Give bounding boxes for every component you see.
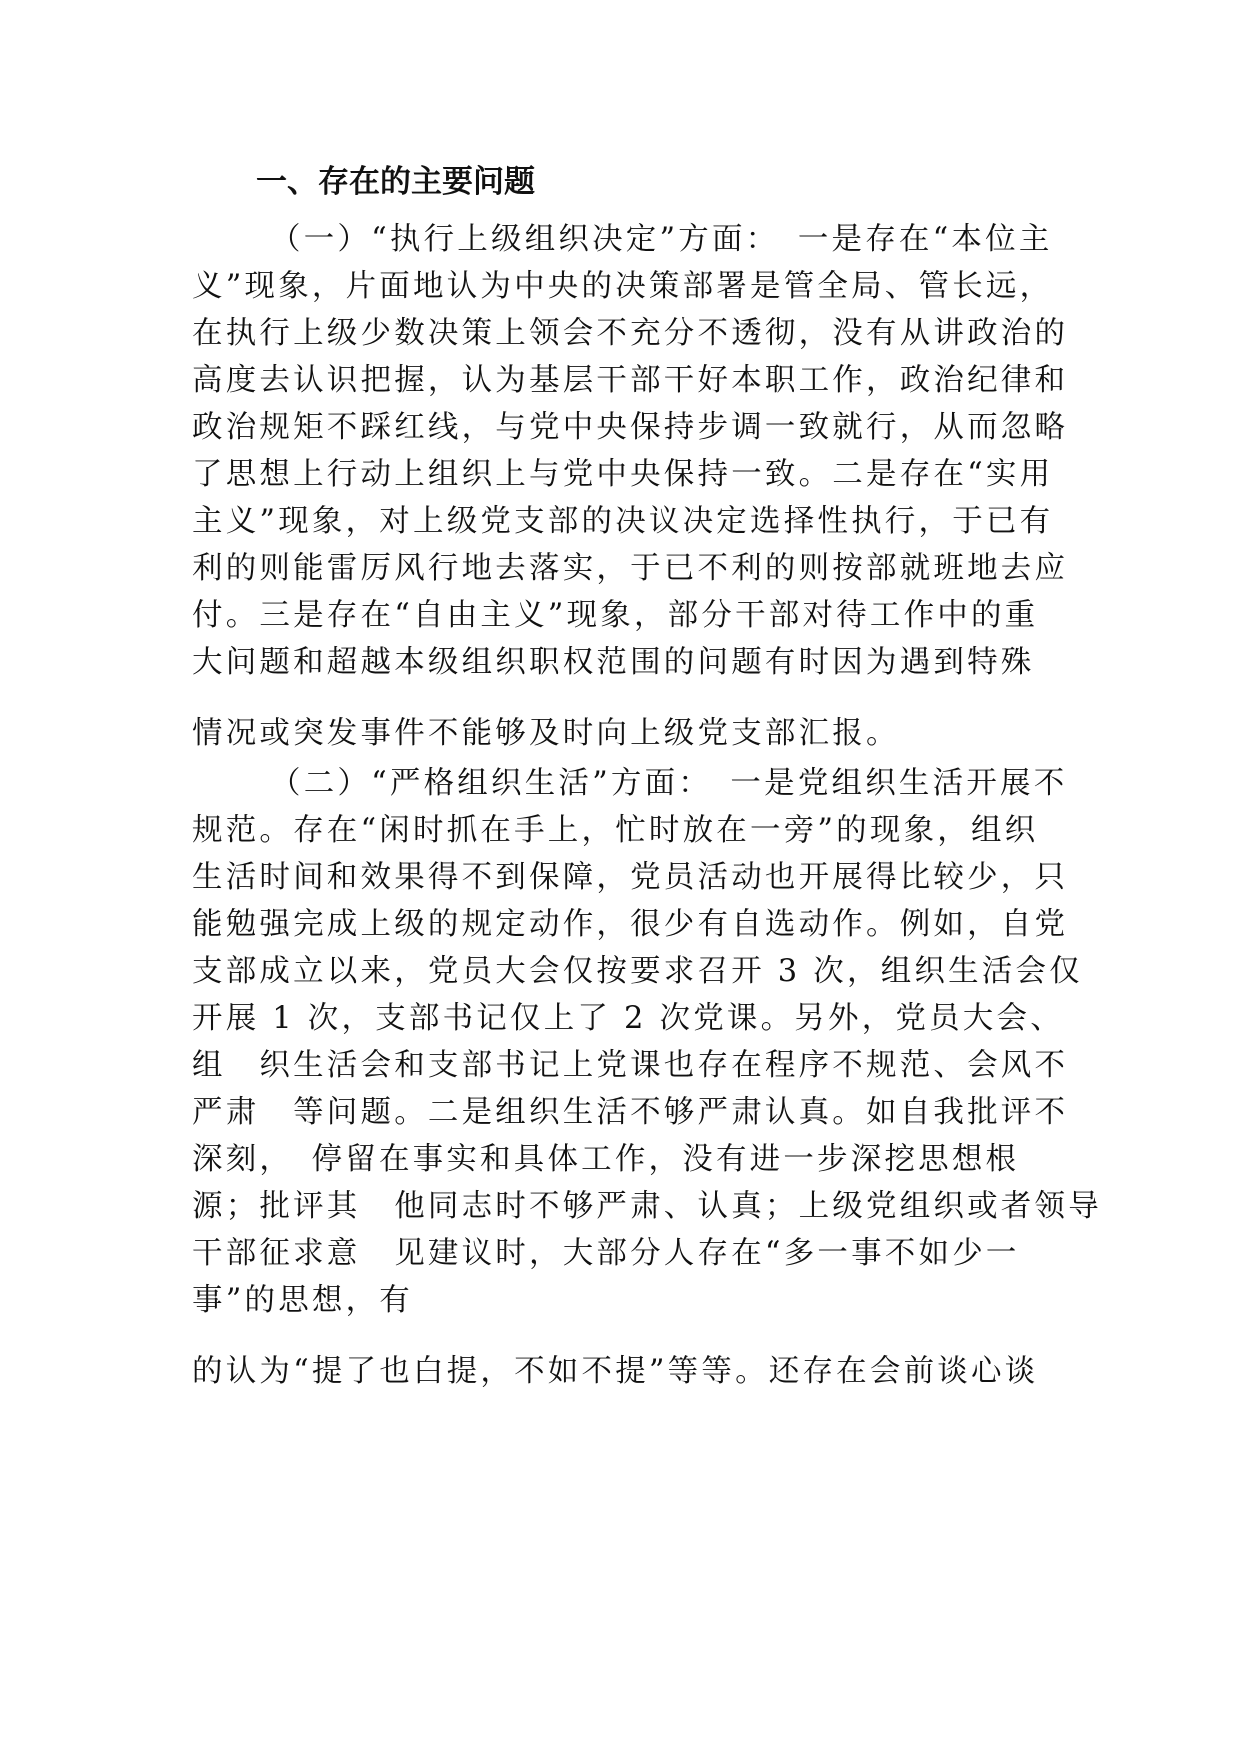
paragraph-line: 规范。存在“闲时抓在手上，忙时放在一旁”的现象，组织 [192,813,1039,848]
paragraph-line: 义”现象，片面地认为中央的决策部署是管全局、管长远， [192,269,1054,304]
paragraph-line: 组 织生活会和支部书记上党课也存在程序不规范、会风不 [192,1048,1069,1083]
paragraph-line: 事”的思想，有 [192,1283,413,1318]
paragraph-line: 的认为“提了也白提，不如不提”等等。还存在会前谈心谈 [192,1354,1039,1389]
paragraph-line: 深刻， 停留在事实和具体工作，没有进一步深挖思想根 [192,1142,1020,1177]
paragraph-line: 付。三是存在“自由主义”现象，部分干部对待工作中的重 [192,598,1039,633]
paragraph-line: 严肃 等问题。二是组织生活不够严肃认真。如自我批评不 [192,1095,1069,1130]
paragraph-line: 主义”现象，对上级党支部的决议决定选择性执行，于已有 [192,504,1054,539]
paragraph-line: 政治规矩不踩红线，与党中央保持步调一致就行，从而忽略 [192,410,1069,445]
paragraph-line: （二）“严格组织生活”方面： 一是党组织生活开展不 [270,766,1068,801]
paragraph-line: 开展 1 次，支部书记仅上了 2 次党课。另外，党员大会、 [192,1001,1064,1036]
section-heading: 一、存在的主要问题 [256,164,535,200]
paragraph-line: 能勉强完成上级的规定动作，很少有自选动作。例如，自党 [192,907,1069,942]
paragraph-line: 了思想上行动上组织上与党中央保持一致。二是存在“实用 [192,457,1054,492]
paragraph-line: （一）“执行上级组织决定”方面： 一是存在“本位主 [270,222,1053,257]
paragraph-line: 在执行上级少数决策上领会不充分不透彻，没有从讲政治的 [192,316,1069,351]
paragraph-line: 大问题和超越本级组织职权范围的问题有时因为遇到特殊 [192,645,1035,680]
paragraph-line: 生活时间和效果得不到保障，党员活动也开展得比较少，只 [192,860,1069,895]
paragraph-line: 利的则能雷厉风行地去落实，于已不利的则按部就班地去应 [192,551,1069,586]
paragraph-line: 干部征求意 见建议时，大部分人存在“多一事不如少一 [192,1236,1020,1271]
paragraph-line: 源；批评其 他同志时不够严肃、认真；上级党组织或者领导 [192,1189,1102,1224]
paragraph-line: 支部成立以来，党员大会仅按要求召开 3 次，组织生活会仅 [192,954,1083,989]
paragraph-line: 情况或突发事件不能够及时向上级党支部汇报。 [192,716,900,751]
paragraph-line: 高度去认识把握，认为基层干部干好本职工作，政治纪律和 [192,363,1069,398]
